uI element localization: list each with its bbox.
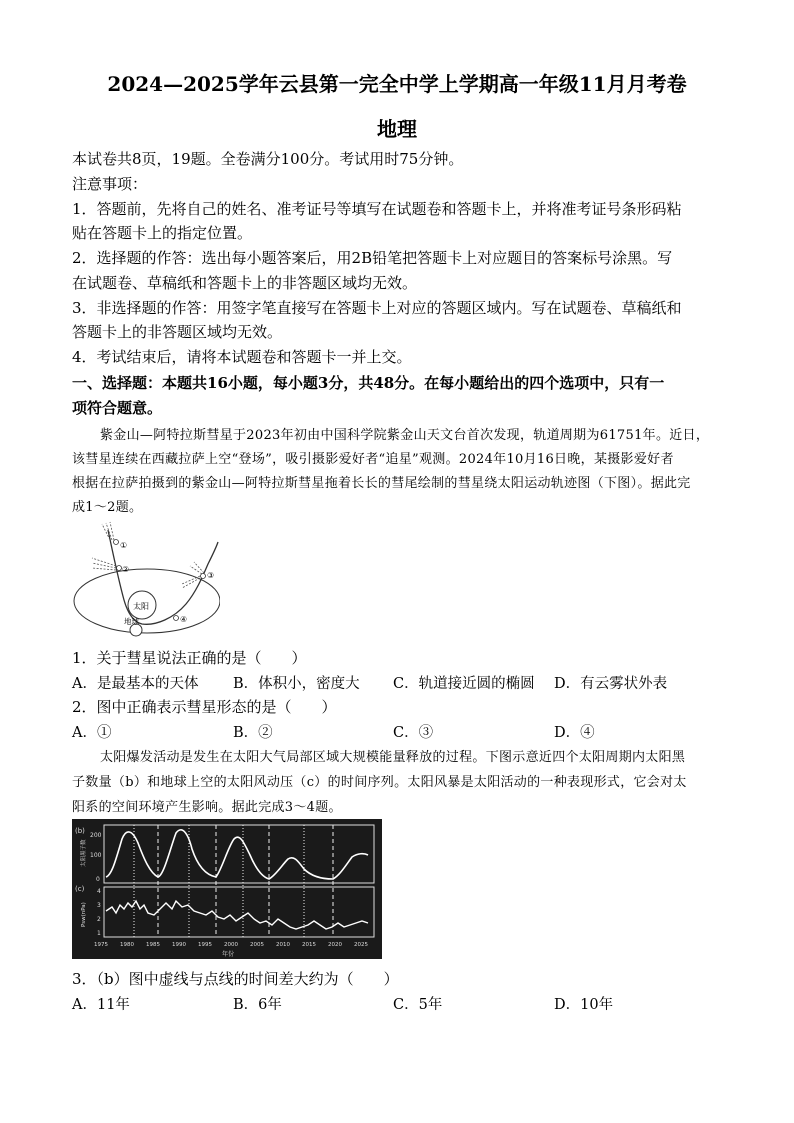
q2-option-a[interactable]: A．① — [72, 725, 112, 741]
q2-option-c[interactable]: C．③ — [393, 725, 434, 741]
notice-item-2-cont: 在试题卷、草稿纸和答题卡上的非答题区域均无效。 — [72, 274, 418, 292]
exam-title: 2024—2025学年云县第一完全中学上学期高一年级11月月考卷 — [107, 72, 687, 96]
c-tick-4: 4 — [97, 888, 101, 895]
q1-option-b[interactable]: B．体积小，密度大 — [233, 676, 360, 692]
b-tick-0: 0 — [96, 876, 100, 883]
comet-head-3 — [201, 574, 206, 579]
section-heading-cont: 项符合题意。 — [72, 399, 163, 417]
q1-stem: 1．关于彗星说法正确的是（ ） — [72, 649, 307, 667]
x-tick-2025: 2025 — [354, 942, 368, 948]
figure-background — [72, 819, 382, 959]
x-tick-1990: 1990 — [172, 942, 186, 948]
marker-2: ② — [122, 565, 130, 574]
notice-item-4: 4．考试结束后，请将本试题卷和答题卡一并上交。 — [72, 348, 412, 366]
x-tick-1995: 1995 — [198, 942, 212, 948]
q3-stem: 3．（b）图中虚线与点线的时间差大约为（ ） — [72, 970, 399, 988]
passage2-line3: 阳系的空间环境产生影响。据此完成3～4题。 — [72, 800, 342, 815]
x-tick-2010: 2010 — [276, 942, 290, 948]
x-tick-2015: 2015 — [302, 942, 316, 948]
section-heading: 一、选择题：本题共16小题，每小题3分，共48分。在每小题给出的四个选项中，只有一 — [72, 374, 665, 392]
q1-option-d[interactable]: D．有云雾状外表 — [554, 676, 668, 692]
b-tick-200: 200 — [90, 832, 102, 839]
passage1-line1: 紫金山—阿特拉斯彗星于2023年初由中国科学院紫金山天文台首次发现，轨道周期为61751年。近日， — [100, 428, 710, 443]
panel-c-ylabel: Psw(nPa) — [81, 902, 87, 927]
notice-item-2: 2．选择题的作答：选出每小题答案后，用2B铅笔把答题卡上对应题目的答案标号涂黑。写 — [72, 249, 673, 267]
passage1-line3: 根据在拉萨拍摄到的紫金山—阿特拉斯彗星拖着长长的彗尾绘制的彗星绕太阳运动轨迹图（下图）。据此完 — [72, 476, 691, 491]
panel-b-ylabel: 太阳黑子数 — [81, 839, 87, 867]
x-tick-2020: 2020 — [328, 942, 342, 948]
notice-item-1: 1．答题前，先将自己的姓名、准考证号等填写在试题卷和答题卡上，并将准考证号条形码粘 — [72, 200, 682, 218]
x-tick-1985: 1985 — [146, 942, 160, 948]
c-tick-2: 2 — [97, 916, 101, 923]
notice-label: 注意事项： — [72, 175, 148, 193]
panel-b-label: (b) — [75, 827, 85, 835]
q1-option-a[interactable]: A．是最基本的天体 — [72, 676, 199, 692]
q2-stem: 2．图中正确表示彗星形态的是（ ） — [72, 698, 337, 716]
sun-label: 太阳 — [133, 602, 149, 611]
marker-4: ④ — [180, 615, 188, 624]
q2-option-d[interactable]: D．④ — [554, 725, 595, 741]
q3-option-b[interactable]: B．6年 — [233, 997, 282, 1013]
earth-label: 地球 — [124, 617, 139, 626]
x-tick-2000: 2000 — [224, 942, 238, 948]
notice-item-3: 3．非选择题的作答：用签字笔直接写在答题卡上对应的答题区域内。写在试题卷、草稿纸和 — [72, 299, 682, 317]
comet-head-1 — [114, 540, 119, 545]
passage2-line1: 太阳爆发活动是发生在太阳大气局部区域大规模能量释放的过程。下图示意近四个太阳周期内太阳黑 — [100, 750, 686, 765]
q1-option-c[interactable]: C．轨道接近圆的椭圆 — [393, 676, 535, 692]
passage1-line2: 该彗星连续在西藏拉萨上空“登场”，吸引摄影爱好者“追星”观测。2024年10月16日晚，某摄影爱好者 — [72, 452, 674, 467]
comet-head-4 — [174, 616, 179, 621]
q3-option-d[interactable]: D．10年 — [554, 997, 614, 1013]
x-tick-2005: 2005 — [250, 942, 264, 948]
solar-activity-figure — [72, 819, 382, 959]
subject-title: 地理 — [377, 117, 417, 141]
passage1-line4: 成1～2题。 — [72, 500, 143, 515]
notice-item-1-cont: 贴在答题卡上的指定位置。 — [72, 224, 253, 242]
x-tick-1975: 1975 — [94, 942, 108, 948]
q3-option-c[interactable]: C．5年 — [393, 997, 443, 1013]
marker-3: ③ — [207, 571, 215, 580]
passage2-line2: 子数量（b）和地球上空的太阳风动压（c）的时间序列。太阳风暴是太阳活动的一种表现形式，它会对太 — [72, 775, 687, 790]
c-tick-3: 3 — [97, 902, 101, 909]
x-tick-1980: 1980 — [120, 942, 134, 948]
marker-1: ① — [120, 541, 128, 550]
comet-tails — [92, 522, 204, 588]
x-axis-label: 年份 — [222, 951, 235, 958]
c-tick-1: 1 — [97, 930, 101, 937]
panel-c-label: (c) — [75, 885, 85, 893]
comet-orbit-figure — [70, 518, 220, 640]
b-tick-100: 100 — [90, 852, 102, 859]
q2-option-b[interactable]: B．② — [233, 725, 273, 741]
comet-head-2 — [117, 566, 122, 571]
notice-item-3-cont: 答题卡上的非答题区域均无效。 — [72, 323, 283, 341]
exam-info: 本试卷共8页，19题。全卷满分100分。考试用时75分钟。 — [72, 150, 464, 168]
q3-option-a[interactable]: A．11年 — [72, 997, 130, 1013]
